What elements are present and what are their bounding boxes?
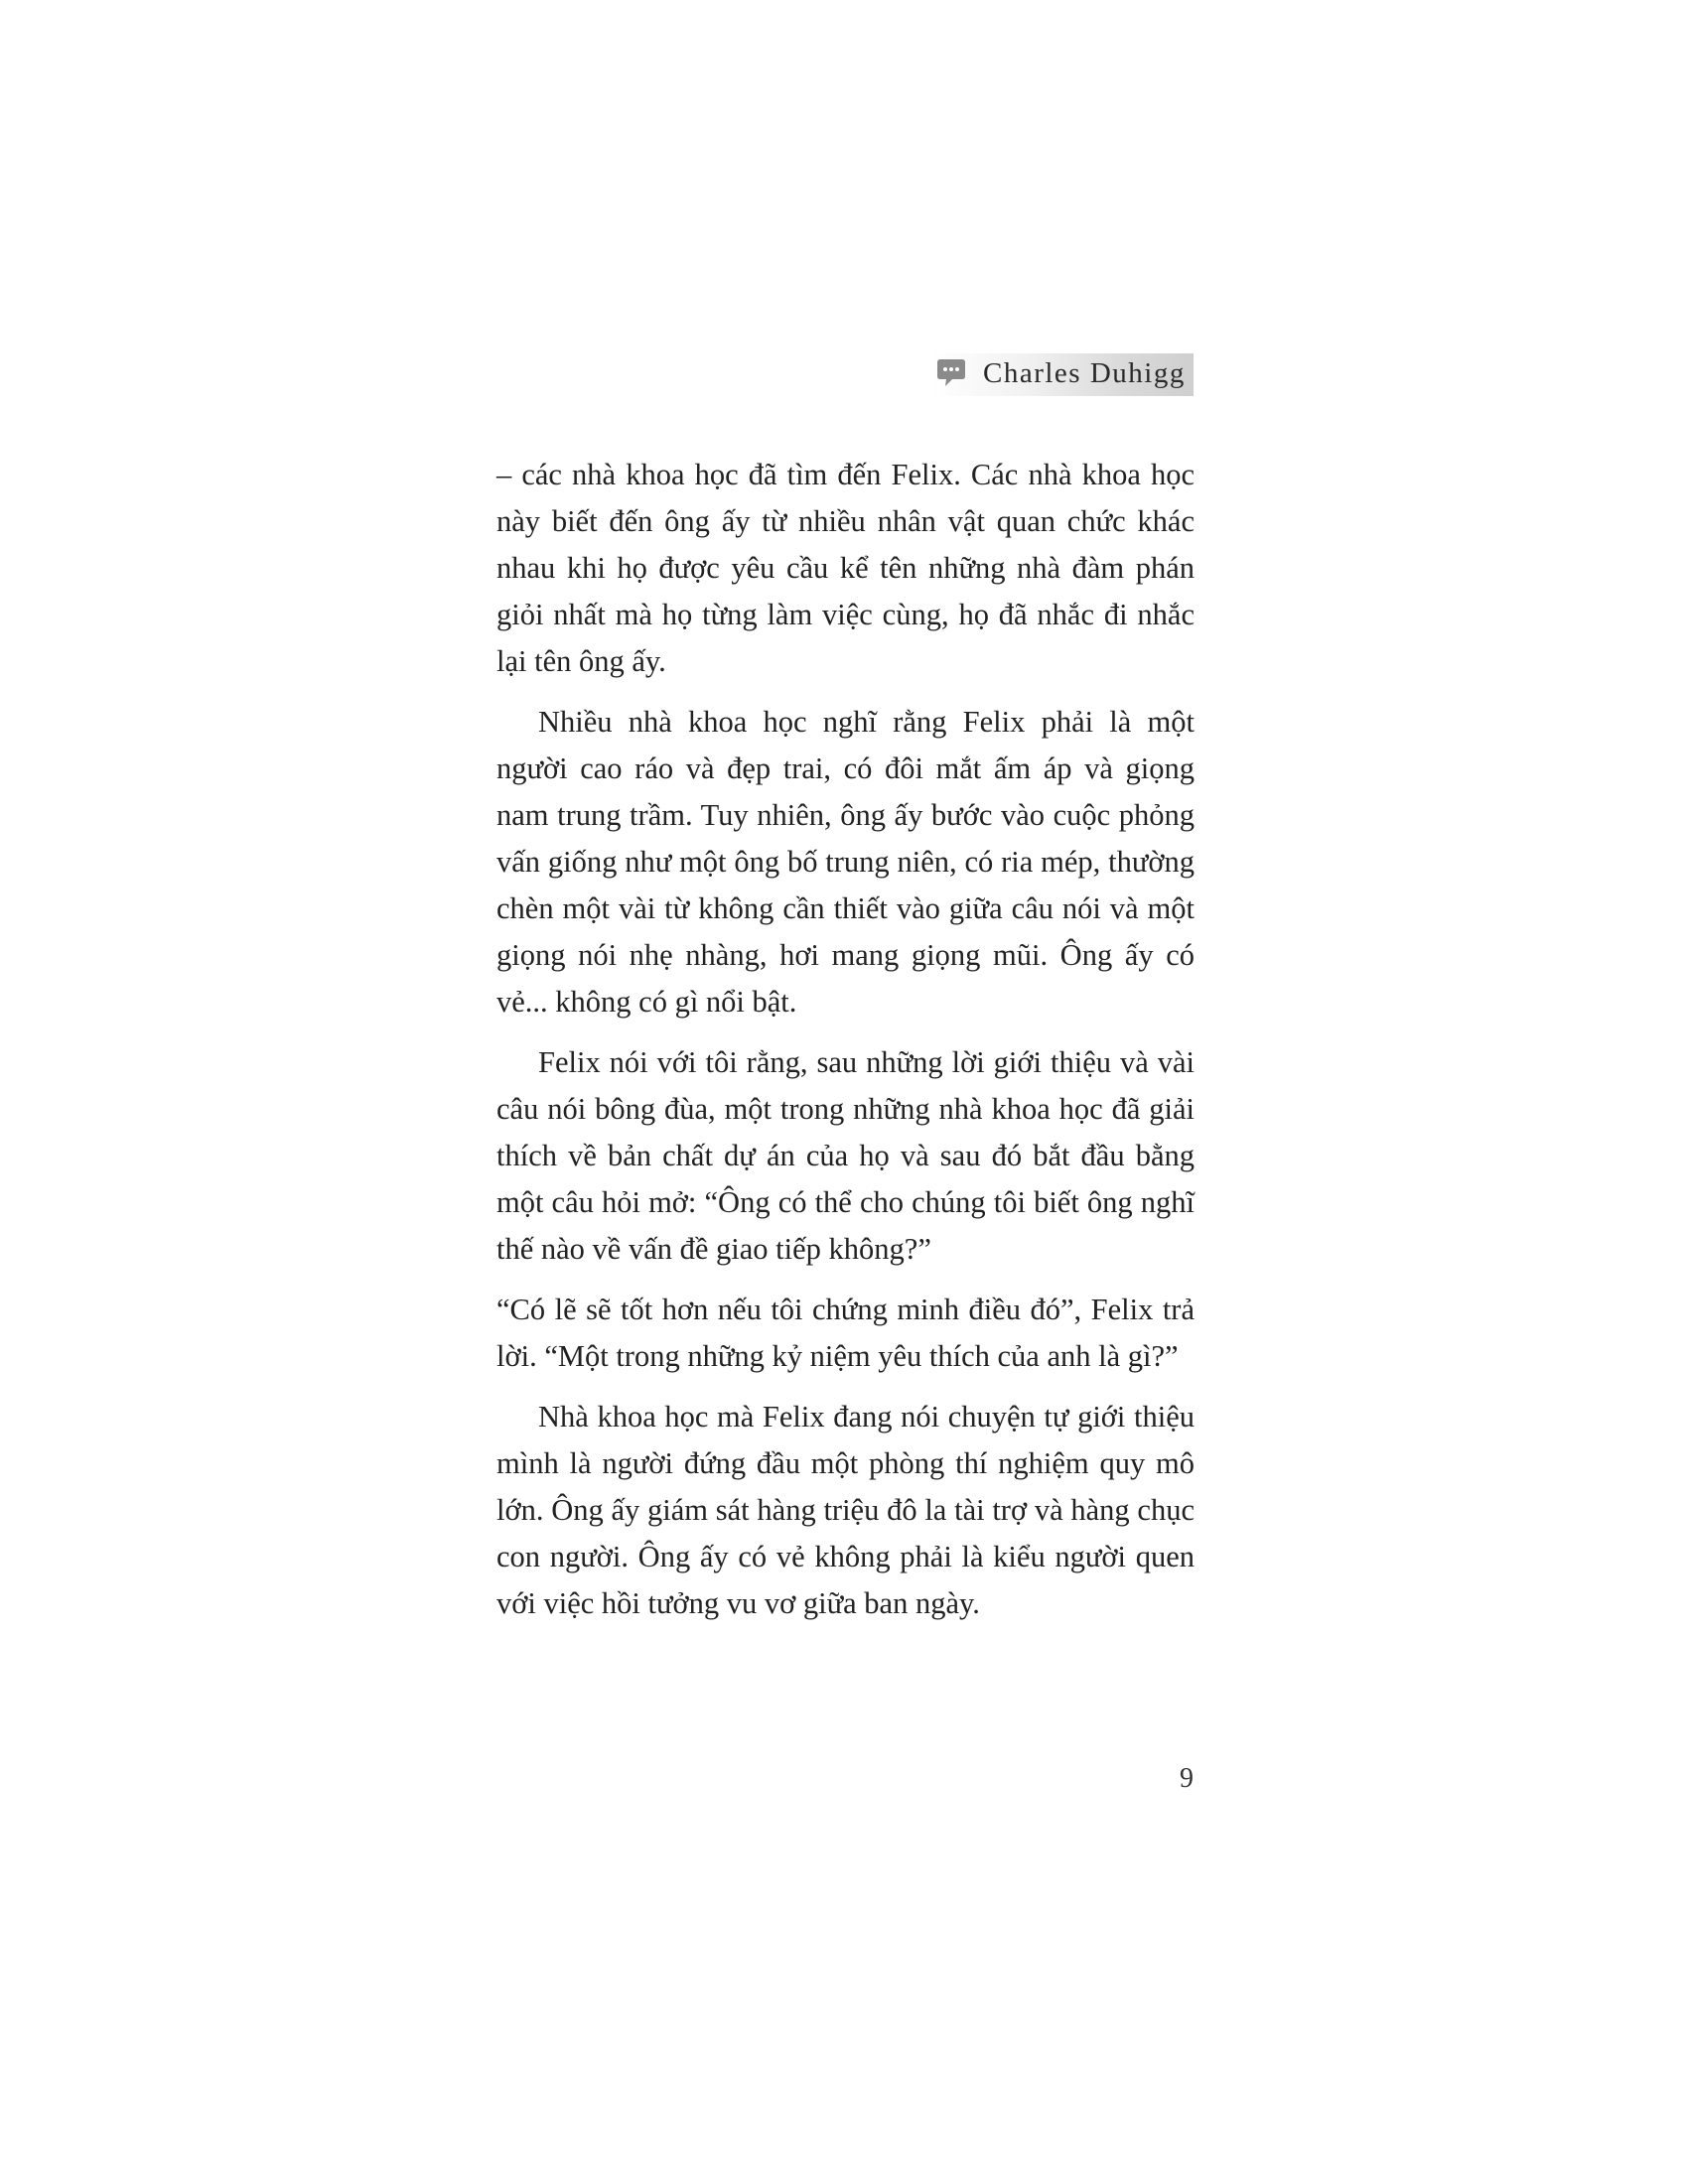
paragraph-1: – các nhà khoa học đã tìm đến Felix. Các nhà khoa học này biết đến ông ấy từ nhiều nhân vật quan chức khác nhau khi họ được yêu cầu kể tên những nhà đàm phán giỏi nhất mà họ từng làm việc cùng, họ đã nhắc đi nhắc lại tên ông ấy. — [496, 458, 1195, 678]
body-text — [496, 452, 1195, 1641]
paragraph-5: Nhà khoa học mà Felix đang nói chuyện tự giới thiệu mình là người đứng đầu một phòng thí nghiệm quy mô lớn. Ông ấy giám sát hàng triệu đô la tài trợ và hàng chục con người. Ông ấy có vẻ không phải là kiểu người quen với việc hồi tưởng vu vơ giữa ban ngày. — [496, 1400, 1195, 1620]
running-header — [931, 353, 1194, 396]
paragraph-2: Nhiều nhà khoa học nghĩ rằng Felix phải là một người cao ráo và đẹp trai, có đôi mắt ấm áp và giọng nam trung trầm. Tuy nhiên, ông ấy bước vào cuộc phỏng vấn giống như một ông bố trung niên, có ria mép, thường chèn một vài từ không cần thiết vào giữa câu nói và một giọng nói nhẹ nhàng, hơi mang giọng mũi. Ông ấy có vẻ... không có gì nổi bật. — [496, 705, 1195, 1019]
header-author: Charles Duhigg — [983, 357, 1186, 389]
paragraph-4: “Có lẽ sẽ tốt hơn nếu tôi chứng minh điều đó”, Felix trả lời. “Một trong những kỷ niệm yêu thích của anh là gì?” — [496, 1293, 1195, 1373]
paragraph-3: Felix nói với tôi rằng, sau những lời giới thiệu và vài câu nói bông đùa, một trong những nhà khoa học đã giải thích về bản chất dự án của họ và sau đó bắt đầu bằng một câu hỏi mở: “Ông có thể cho chúng tôi biết ông nghĩ thế nào về vấn đề giao tiếp không?” — [496, 1045, 1195, 1266]
speech-bubble-icon — [935, 356, 967, 390]
page-number: 9 — [1180, 1763, 1194, 1794]
